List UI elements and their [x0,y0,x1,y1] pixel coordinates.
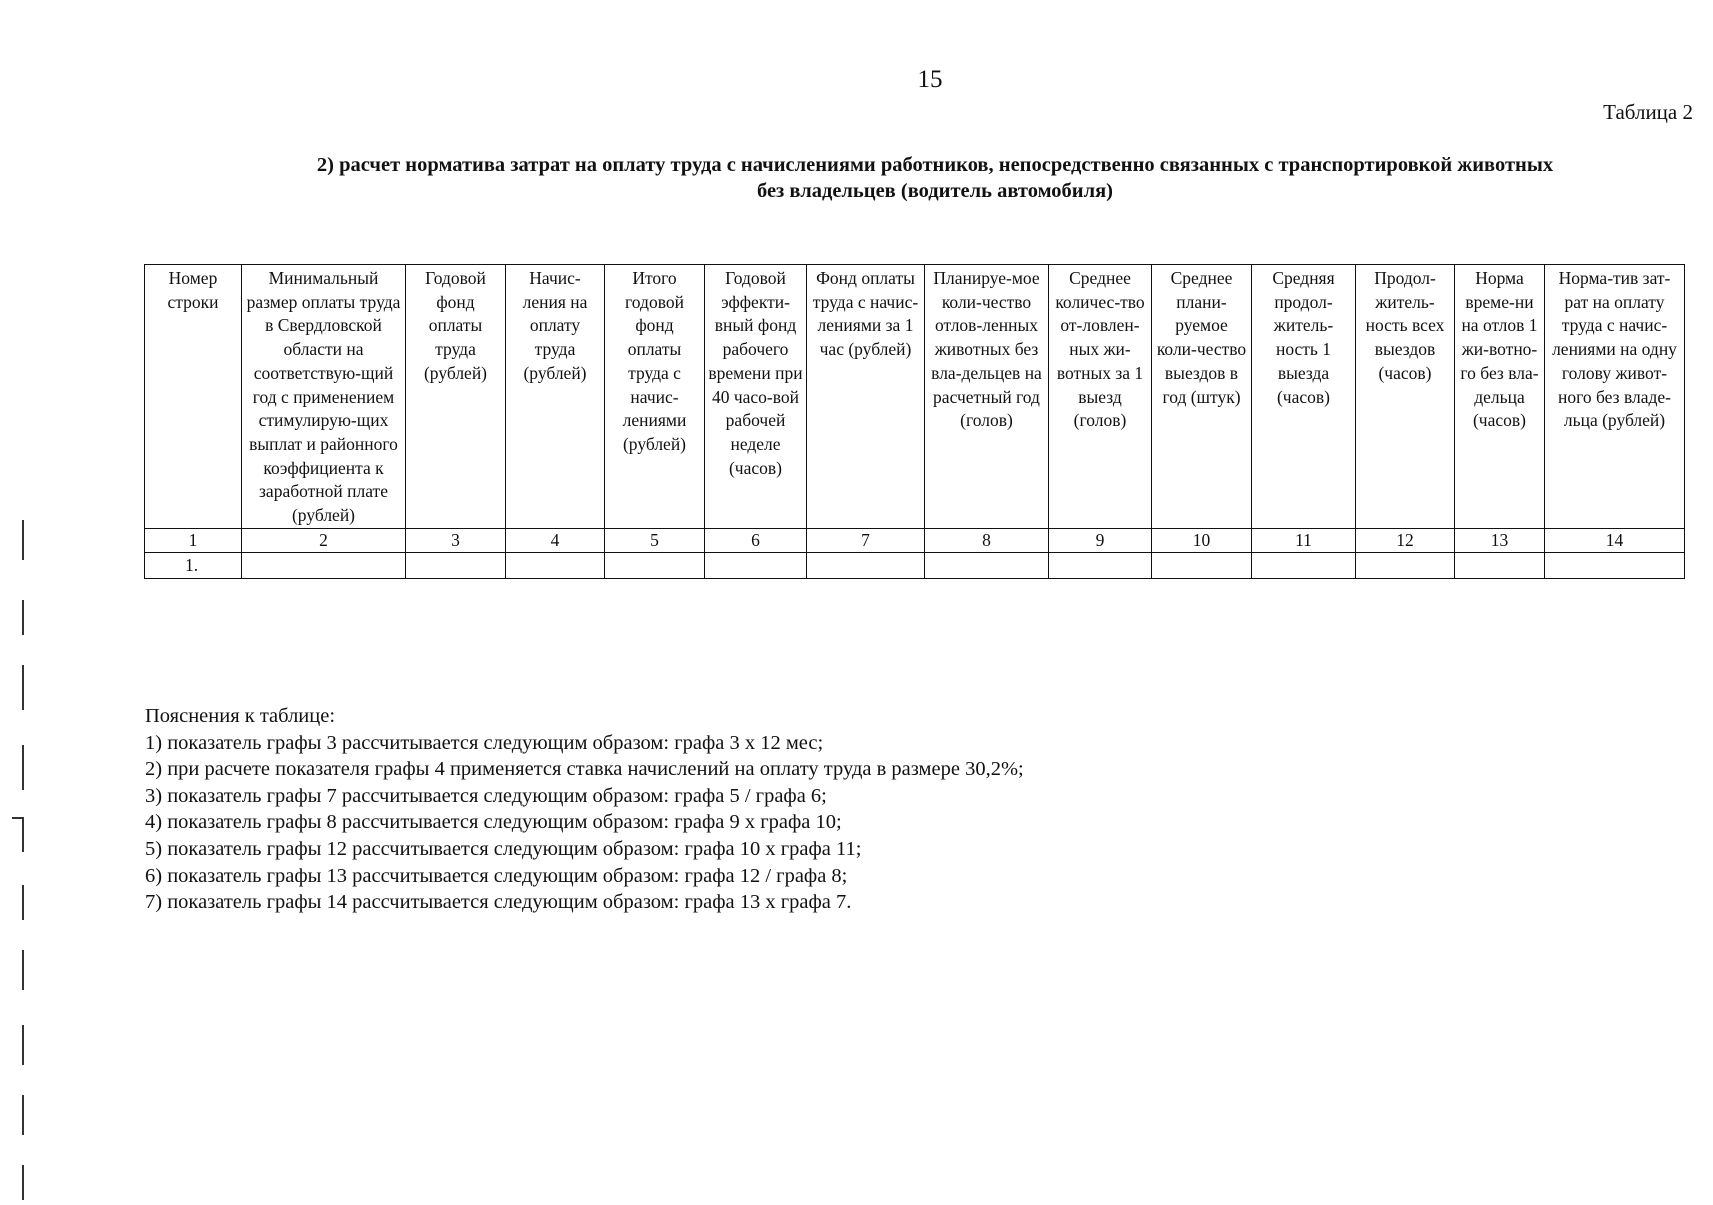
margin-mark [22,600,24,635]
header-annual-payroll: Годовой фонд оплаты труда (рублей) [406,265,506,529]
table-cell [1356,553,1455,579]
column-number: 7 [807,528,925,553]
column-number: 2 [242,528,406,553]
header-trip-duration: Средняя продол-житель-ность 1 выезда (часов) [1252,265,1356,529]
note-item: 2) при расчете показателя графы 4 применяется ставка начислений на оплату труда в размере 30,2%; [145,758,1024,781]
table-cell: 1. [145,553,242,579]
margin-mark [22,745,24,790]
margin-tick [12,817,22,819]
margin-mark [22,817,24,852]
page-number: 15 [917,66,943,93]
document-title [145,152,1713,204]
column-number: 12 [1356,528,1455,553]
margin-mark [22,665,24,710]
margin-mark [22,1095,24,1135]
margin-mark [22,885,24,920]
header-row-number: Номер строки [145,265,242,529]
column-number: 4 [506,528,605,553]
table-cell [1545,553,1685,579]
column-number: 10 [1152,528,1252,553]
column-number: 9 [1049,528,1152,553]
table-cell [1455,553,1545,579]
header-total-trip-duration: Продол-житель-ность всех выездов (часов) [1356,265,1455,529]
margin-mark [22,950,24,990]
header-total-annual-payroll: Итого годовой фонд оплаты труда с начис-лениями (рублей) [605,265,705,529]
header-minimum-wage: Минимальный размер оплаты труда в Свердловской области на соответствую-щий год с применением стимулирую-щих выплат и районного коэффициента к заработной плате (рублей) [242,265,406,529]
table-cell [1049,553,1152,579]
header-trips-per-year: Среднее плани-руемое коли-чество выездов в год (штук) [1152,265,1252,529]
header-animals-per-trip: Среднее количес-тво от-ловлен-ных жи-вотных за 1 выезд (голов) [1049,265,1152,529]
header-hourly-payroll: Фонд оплаты труда с начис-лениями за 1 час (рублей) [807,265,925,529]
table-cell [925,553,1049,579]
table-cell [1152,553,1252,579]
note-item: 7) показатель графы 14 рассчитывается следующим образом: графа 13 х графа 7. [145,891,852,914]
column-number: 1 [145,528,242,553]
column-number: 8 [925,528,1049,553]
column-number-row [145,528,1685,553]
table-header-row [145,265,1685,529]
column-number: 11 [1252,528,1356,553]
table-row [145,553,1685,579]
document-title-line-1: 2) расчет норматива затрат на оплату труда с начислениями работников, непосредственно связанных с транспортировкой животных [316,154,1554,176]
header-planned-animals: Планируе-мое коли-чество отлов-ленных животных без вла-дельцев на расчетный год (голов) [925,265,1049,529]
document-title-line-2: без владельцев (водитель автомобиля) [756,180,1114,202]
column-number: 13 [1455,528,1545,553]
column-number: 5 [605,528,705,553]
note-item: 3) показатель графы 7 рассчитывается следующим образом: графа 5 / графа 6; [145,784,827,807]
calculation-table [144,264,1685,579]
binding-margin-marks [20,505,40,1205]
column-number: 3 [406,528,506,553]
header-effective-work-time: Годовой эффекти-вный фонд рабочего времени при 40 часо-вой рабочей неделе (часов) [705,265,807,529]
table-cell [506,553,605,579]
table-cell [705,553,807,579]
table-cell [807,553,925,579]
note-item: 4) показатель графы 8 рассчитывается следующим образом: графа 9 х графа 10; [145,811,842,834]
table-label: Таблица 2 [1603,100,1693,124]
margin-mark [22,1025,24,1065]
note-item: 6) показатель графы 13 рассчитывается следующим образом: графа 12 / графа 8; [145,864,848,887]
header-time-norm: Норма време-ни на отлов 1 жи-вотно-го без вла-дельца (часов) [1455,265,1545,529]
column-number: 14 [1545,528,1685,553]
table-notes [145,703,1645,916]
margin-mark [22,1165,24,1200]
note-item: 1) показатель графы 3 рассчитывается следующим образом: графа 3 х 12 мес; [145,731,824,754]
note-item: 5) показатель графы 12 рассчитывается следующим образом: графа 10 х графа 11; [145,837,862,860]
notes-heading: Пояснения к таблице: [145,705,336,727]
header-payroll-charges: Начис-ления на оплату труда (рублей) [506,265,605,529]
table-cell [1252,553,1356,579]
table-cell [605,553,705,579]
table-cell [406,553,506,579]
table-cell [242,553,406,579]
margin-mark [22,520,24,560]
header-cost-norm: Норма-тив зат-рат на оплату труда с начис-лениями на одну голову живот-ного без владе-льца (рублей) [1545,265,1685,529]
column-number: 6 [705,528,807,553]
